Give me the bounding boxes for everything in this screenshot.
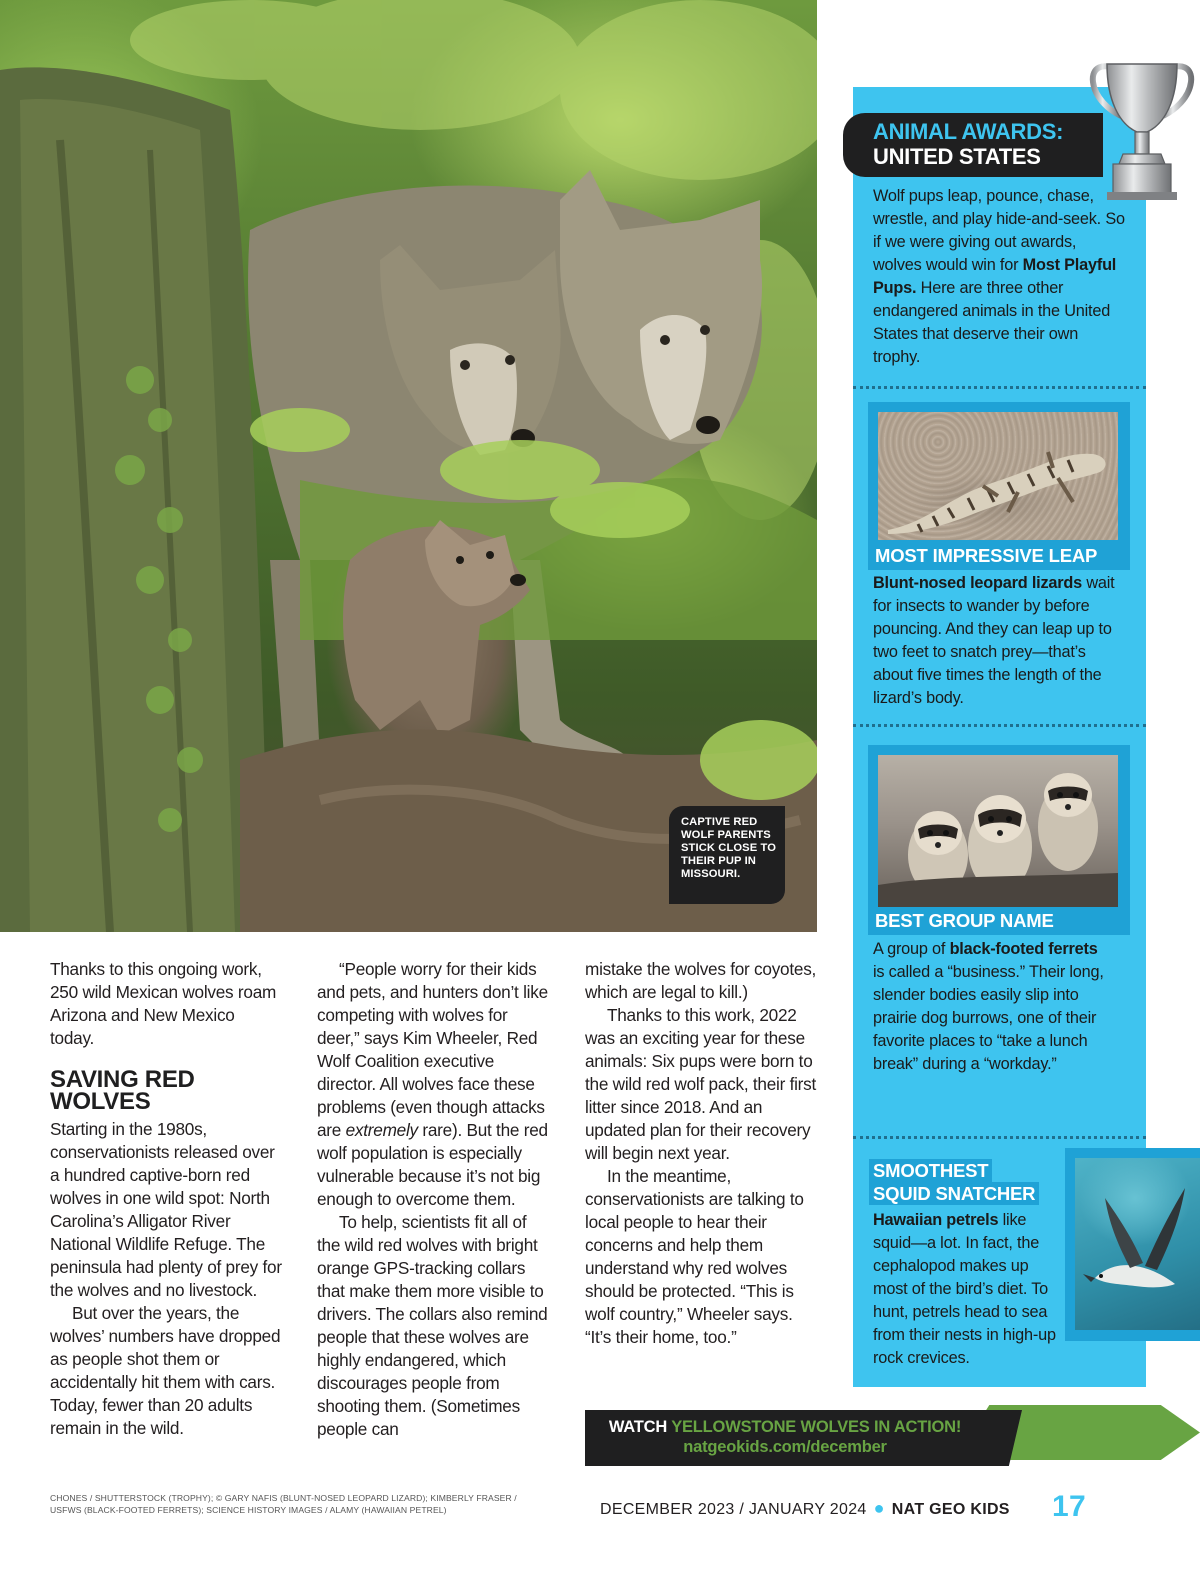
quote-text-end: rare). But the red wolf population is especially vulnerable because it’s not big enough to overcome them. <box>317 1120 548 1209</box>
paragraph: Starting in the 1980s, conservationists released over a hundred captive-born red wolves in one wild spot: North Carolina’s Alligator River National Wildlife Refuge. The peninsula had plenty of prey for the wolves and no livestock. <box>50 1119 282 1300</box>
award-title-smoothest-line-2: SQUID SNATCHER <box>869 1182 1039 1205</box>
paragraph: Thanks to this ongoing work, 250 wild Mexican wolves roam Arizona and New Mexico today. <box>50 959 277 1048</box>
award-prefix-ferrets: A group of <box>873 940 950 958</box>
paragraph: Thanks to this work, 2022 was an exciting year for these animals: Six pups were born to the wild red wolf pack, their first litter since 2018. And an updated plan for their recovery will begin next year. <box>585 1005 817 1163</box>
issue-date: DECEMBER 2023 / JANUARY 2024 <box>600 1501 867 1518</box>
hero-photo-red-wolves <box>0 0 817 932</box>
award-text-lizard <box>873 572 1128 710</box>
divider-dotted <box>853 1136 1146 1139</box>
heading-line-2: UNITED STATES <box>873 144 1041 169</box>
brand-name: NAT GEO KIDS <box>891 1501 1010 1518</box>
divider-dotted <box>853 386 1146 389</box>
photo-credits: CHONES / SHUTTERSTOCK (TROPHY); © GARY NAFIS (BLUNT-NOSED LEOPARD LIZARD); KIMBERLY FRASER / USFWS (BLACK-FOOTED FERRETS); SCIENCE HISTORY IMAGES / ALAMY (HAWAIIAN PETREL) <box>50 1493 517 1515</box>
animal-awards-heading <box>843 113 1103 177</box>
emphasis: extremely <box>345 1120 418 1140</box>
divider-dotted <box>853 724 1146 727</box>
sidebar-intro <box>873 185 1128 369</box>
watch-url-link[interactable]: natgeokids.com/december <box>683 1438 887 1456</box>
paragraph: In the meantime, conservationists are talking to local people to hear their concerns and help them understand why red wolves should be protected. “This is wolf country,” Wheeler says. “It’s their home, too.” <box>585 1166 804 1347</box>
paragraph: mistake the wolves for coyotes, which are legal to kill.) <box>585 959 817 1002</box>
photo-caption: CAPTIVE RED WOLF PARENTS STICK CLOSE TO THEIR PUP IN MISSOURI. <box>669 806 785 904</box>
award-bold-lizard: Blunt-nosed leopard lizards <box>873 574 1082 592</box>
intro-text-end: Here are three other endangered animals in the United States that deserve their own trophy. <box>873 279 1111 366</box>
award-body-petrel: like squid—a lot. In fact, the cephalopod makes up most of the bird’s diet. To hunt, petrels head to sea from their nests in high-up rock crevices. <box>873 1211 1056 1367</box>
paragraph: But over the years, the wolves’ numbers have dropped as people shot them or accidentally hit them with cars. Today, fewer than 20 adults remain in the wild. <box>50 1303 281 1438</box>
lizard-photo <box>878 412 1118 540</box>
watch-highlight: YELLOWSTONE WOLVES IN ACTION! <box>671 1418 962 1436</box>
heading-line-1: ANIMAL AWARDS: <box>873 119 1064 144</box>
hawaiian-petrel-illustration <box>1075 1158 1200 1330</box>
page-folio <box>600 1490 1200 1523</box>
section-heading: SAVING RED WOLVES <box>50 1066 195 1115</box>
article-column-2 <box>317 958 552 1441</box>
quote-text: “People worry for their kids and pets, and hunters don’t like competing with wolves for deer,” says Kim Wheeler, Red Wolf Coalition executive director. All wolves face these problems (even though attacks are <box>317 959 548 1140</box>
ferrets-photo <box>878 755 1118 907</box>
award-body-lizard: wait for insects to wander by before pouncing. And they can leap up to two feet to snatch prey—that’s about five times the length of the lizard’s body. <box>873 574 1115 707</box>
award-title-best-group-name: BEST GROUP NAME <box>871 909 1058 932</box>
intro-bold: Most Playful Pups. <box>873 256 1117 297</box>
award-text-petrel <box>873 1209 1065 1370</box>
watch-banner-text[interactable] <box>585 1417 985 1457</box>
paragraph <box>317 958 552 1211</box>
article-column-1-top <box>50 958 282 1050</box>
black-footed-ferrets-illustration <box>878 755 1118 907</box>
award-title-smoothest-line-1: SMOOTHEST <box>869 1159 992 1182</box>
award-title-most-impressive-leap: MOST IMPRESSIVE LEAP <box>871 544 1101 567</box>
paragraph: To help, scientists fit all of the wild red wolves with bright orange GPS-tracking collars that make them more visible to drivers. The collars also remind people that these wolves are highly endangered, which discourages people from shooting them. (Sometimes people can <box>317 1212 548 1439</box>
award-body-ferrets: is called a “business.” Their long, slender bodies easily slip into prairie dog burrows, one of their favorite places to “take a lunch break” during a “workday.” <box>873 963 1104 1073</box>
trophy-icon <box>1087 60 1197 202</box>
petrel-photo <box>1075 1158 1200 1330</box>
article-column-3 <box>585 958 817 1349</box>
wolf-family-illustration <box>0 0 817 932</box>
award-bold-petrel: Hawaiian petrels <box>873 1211 999 1229</box>
award-text-ferrets <box>873 938 1113 1076</box>
page-number: 17 <box>1052 1490 1086 1523</box>
article-column-1 <box>50 1118 285 1440</box>
intro-text-start: Wolf pups leap, pounce, chase, wrestle, and play hide-and-seek. So if we were giving out awards, wolves would win for <box>873 187 1125 274</box>
award-bold-ferrets: black-footed ferrets <box>949 940 1098 958</box>
bullet-icon: ● <box>873 1498 885 1518</box>
watch-label: WATCH <box>608 1418 672 1436</box>
leopard-lizard-illustration <box>878 412 1118 540</box>
